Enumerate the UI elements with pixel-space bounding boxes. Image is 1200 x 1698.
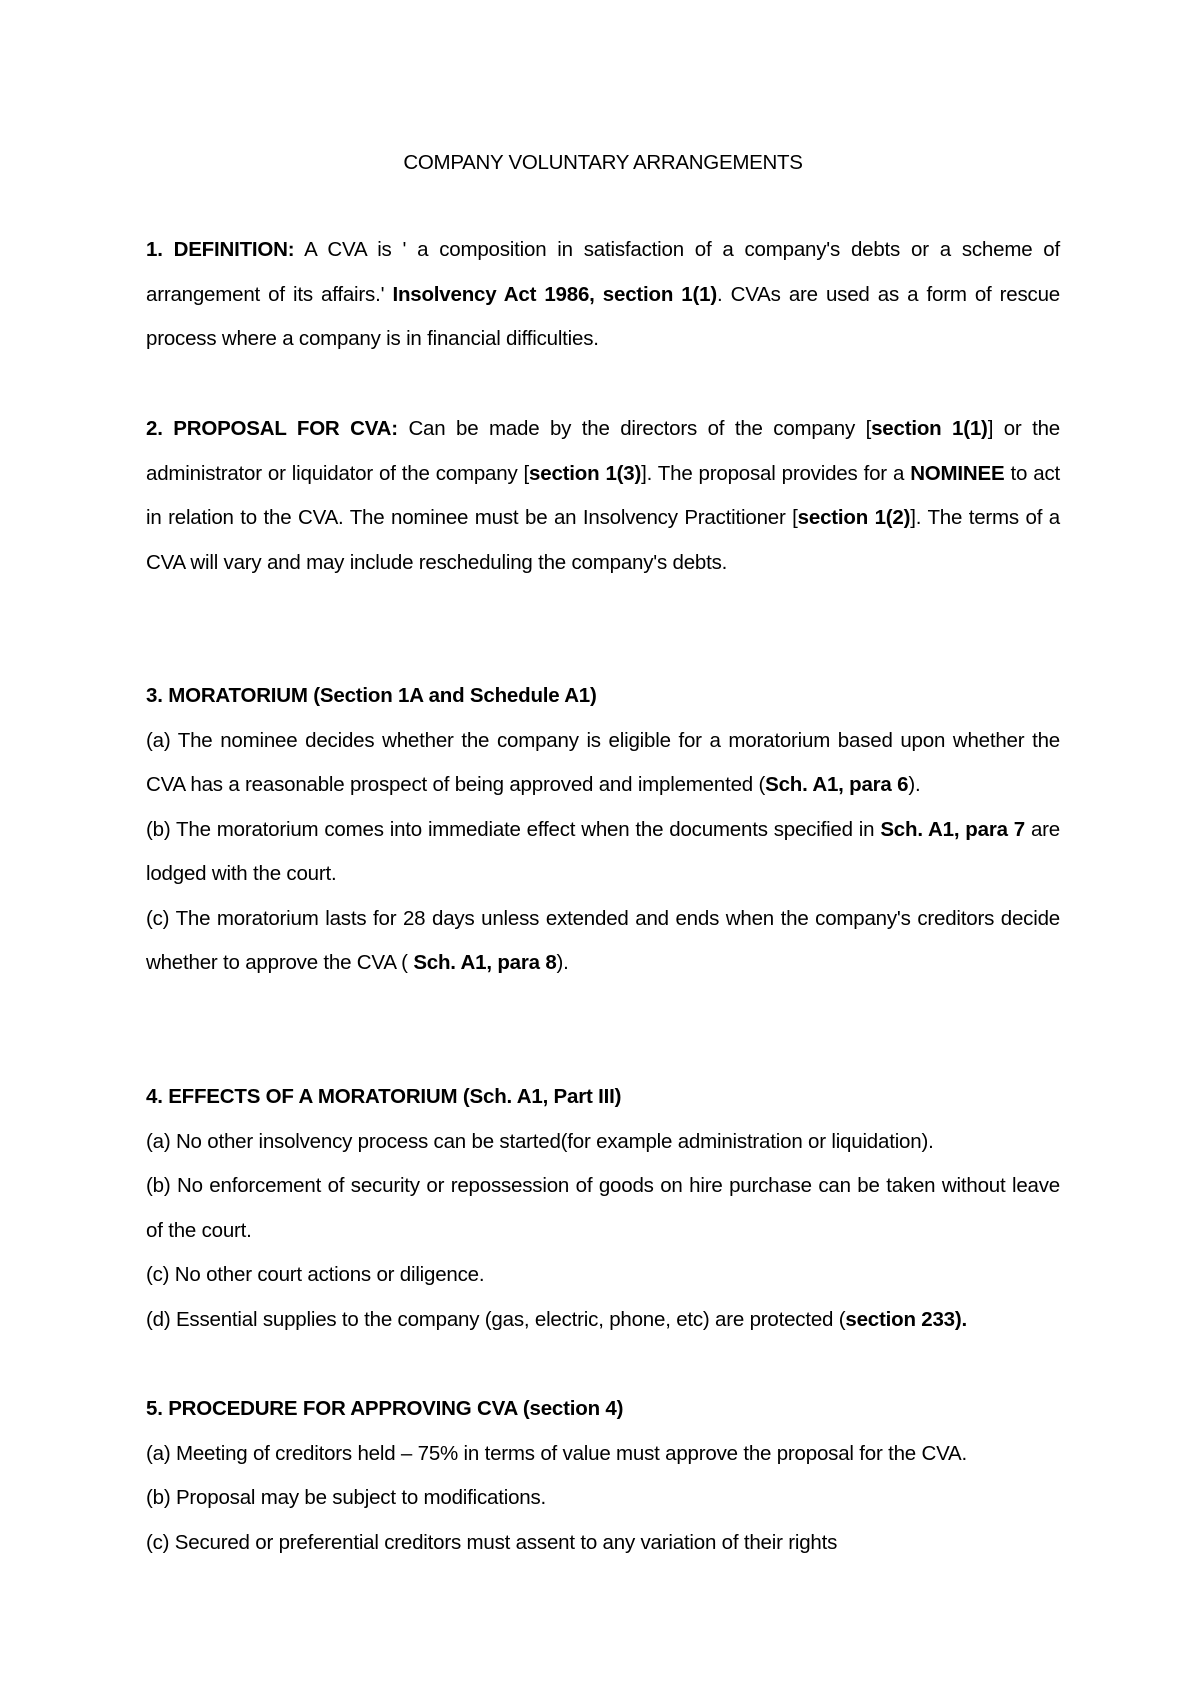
section-2-heading: 2. PROPOSAL FOR CVA:	[146, 417, 398, 440]
section-2-reference-2: section 1(3)	[529, 461, 642, 485]
section-2-text-4: to act in relation to the CVA. The nominee must be an Insolvency Practitioner [	[146, 461, 1061, 529]
section-2-reference-1: section 1(1)	[871, 417, 988, 440]
section-1-reference: Insolvency Act 1986, section 1(1)	[392, 282, 717, 306]
section-4-item-d-end: ).	[954, 1307, 967, 1331]
section-2-reference-3: section 1(2)	[797, 506, 911, 529]
section-3-item-a-text: (a) The nominee decides whether the company is eligible for a moratorium based upon whether the CVA has a reasonable prospect of being approved and implemented (	[146, 728, 1060, 796]
section-3-item-b-end: are lodged with the court.	[146, 817, 1060, 885]
section-1-text-1: A CVA is ' a composition in satisfaction of a company's debts or a scheme of arrangement of its affairs.'	[146, 238, 1060, 306]
section-3-item-c-reference: Sch. A1, para 8	[413, 951, 557, 974]
section-5-heading	[146, 1387, 1060, 1432]
section-3-item-c	[146, 897, 1060, 986]
section-4-item-d-reference: section 233	[845, 1307, 955, 1331]
section-2-text-2: ] or the administrator or liquidator of the company [	[146, 417, 1061, 485]
section-4-item-a: (a) No other insolvency process can be started(for example administration or liquidation).	[146, 1129, 934, 1153]
section-2-text-5: ]. The terms of a CVA will vary and may include rescheduling the company's debts.	[146, 506, 1060, 574]
section-proposal	[146, 407, 1060, 585]
section-4-heading-text: 4. EFFECTS OF A MORATORIUM (Sch. A1, Part III)	[146, 1085, 622, 1108]
section-4-item-d-text: (d) Essential supplies to the company (gas, electric, phone, etc) are protected (	[146, 1307, 846, 1331]
section-3-item-b	[146, 808, 1060, 897]
section-4-item-d	[146, 1298, 1060, 1343]
section-3-item-a-end: ).	[908, 773, 921, 796]
section-2-text-1: Can be made by the directors of the company [	[397, 417, 872, 440]
section-1-heading: 1. DEFINITION:	[146, 238, 295, 261]
section-3-item-c-text: (c) The moratorium lasts for 28 days unless extended and ends when the company's creditors decide whether to approve the CVA (	[146, 906, 1060, 974]
section-2-text-3: ]. The proposal provides for a	[641, 461, 911, 485]
section-3-heading	[146, 674, 1060, 719]
section-definition	[146, 228, 1060, 362]
section-3-item-a-reference: Sch. A1, para 6	[765, 773, 909, 796]
section-5-item-b: (b) Proposal may be subject to modifications.	[146, 1486, 547, 1509]
section-effects-of-moratorium	[146, 1075, 1060, 1342]
section-3-item-b-text: (b) The moratorium comes into immediate effect when the documents specified in	[146, 817, 881, 841]
section-3-item-a	[146, 719, 1060, 808]
section-4-item-b: (b) No enforcement of security or repossession of goods on hire purchase can be taken without leave of the court.	[146, 1174, 1060, 1242]
section-4-item-c: (c) No other court actions or diligence.	[146, 1263, 485, 1286]
section-2-nominee: NOMINEE	[910, 461, 1005, 485]
section-procedure	[146, 1387, 1060, 1565]
section-3-item-b-reference: Sch. A1, para 7	[880, 817, 1025, 841]
section-3-item-c-end: ).	[556, 951, 569, 974]
section-3-heading-text: 3. MORATORIUM (Section 1A and Schedule A1)	[146, 684, 597, 707]
section-1-text-2: . CVAs are used as a form of rescue process where a company is in financial difficulties.	[146, 282, 1060, 350]
section-4-heading	[146, 1075, 1060, 1120]
section-5-item-c: (c) Secured or preferential creditors must assent to any variation of their rights	[146, 1530, 838, 1554]
document-title: COMPANY VOLUNTARY ARRANGEMENTS	[403, 151, 803, 174]
section-5-item-a: (a) Meeting of creditors held – 75% in terms of value must approve the proposal for the CVA.	[146, 1441, 967, 1465]
section-moratorium	[146, 674, 1060, 986]
section-5-heading-text: 5. PROCEDURE FOR APPROVING CVA (section 4)	[146, 1397, 624, 1420]
